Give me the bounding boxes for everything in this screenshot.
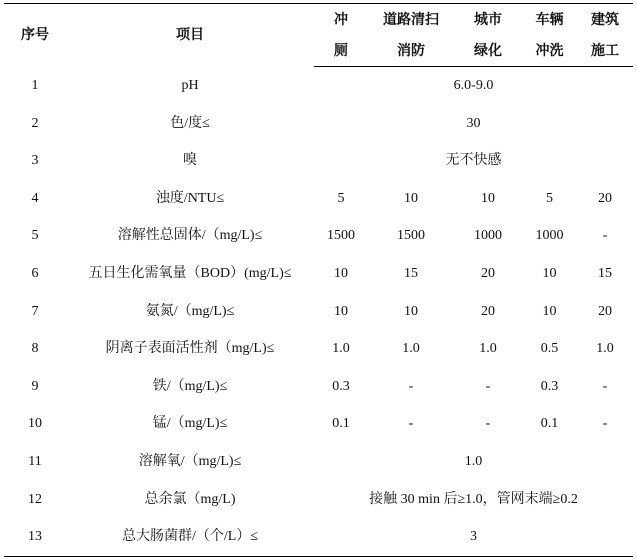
row-merged-value: 6.0-9.0 [453,78,494,93]
header-row-1 [4,4,633,37]
row-value: - [602,378,608,394]
row-value: - [485,416,491,432]
row-value: 1.0 [332,341,350,357]
table-row [4,255,633,293]
row-item: pH [181,77,199,93]
row-value: - [408,416,414,432]
row-value: 1000 [474,228,502,244]
row-value: - [485,378,491,394]
row-item: 锰/（mg/L)≤ [152,416,228,432]
row-item: 浊度/NTU≤ [155,190,225,206]
header-use-road-2: 消防 [368,36,454,67]
table-row [4,180,633,218]
header-use-green-1: 城市 [454,4,522,37]
row-merged-value: 无不快感 [445,153,502,169]
water-quality-table [4,3,633,557]
row-value: 15 [404,265,418,281]
header-use-green-2: 绿化 [454,36,522,67]
header-item: 项目 [66,4,314,67]
row-item: 铁/（mg/L)≤ [152,378,228,394]
header-use-construction-2: 施工 [577,36,633,67]
row-value: 10 [542,303,557,319]
row-index: 11 [28,453,42,469]
row-index: 12 [28,491,42,507]
header-use-toilet-2: 厕 [314,36,368,67]
row-value: 1000 [535,228,564,244]
row-value: 0.3 [332,378,350,394]
table-row [4,105,633,143]
row-index: 8 [31,341,39,357]
row-value: 0.3 [540,378,559,394]
row-merged-value: 1.0 [464,453,483,469]
table-body [4,67,633,557]
row-index: 10 [28,416,42,432]
table-row [4,293,633,331]
row-index: 6 [31,265,39,281]
row-index: 1 [31,77,39,93]
table-row [4,443,633,481]
row-merged-value: 30 [466,115,481,131]
row-index: 9 [31,378,39,394]
header-use-vehicle-1: 车辆 [522,4,577,37]
row-value: 10 [334,265,348,281]
row-value: 5 [337,190,345,206]
row-value: 5 [546,190,553,206]
row-value: 10 [542,265,557,281]
row-item: 五日生化需氧量（BOD）(mg/L)≤ [88,265,292,281]
row-value: 10 [481,190,495,206]
row-value: 0.5 [540,341,559,357]
row-value: 10 [334,303,348,319]
table-row [4,217,633,255]
header-use-road-1: 道路清扫 [368,4,454,37]
table-row [4,330,633,368]
row-value: - [408,378,414,394]
row-item: 溶解性总固体/（mg/L)≤ [117,228,263,244]
row-value: 20 [598,303,612,319]
header-use-vehicle-2: 冲洗 [522,36,577,67]
table-row [4,368,633,406]
row-value: 20 [481,265,495,281]
row-value: - [602,416,608,432]
row-index: 5 [31,228,39,244]
row-merged-value: 3 [314,518,633,556]
row-item: 阴离子表面活性剂（mg/L)≤ [105,341,275,357]
row-item: 总余氯（mg/L) [144,491,236,507]
row-item: 溶解氧/（mg/L)≤ [138,453,242,469]
table-row [4,67,633,105]
row-value: 1500 [397,228,425,244]
row-value: 10 [404,190,418,206]
row-index: 2 [31,115,39,131]
row-value: 0.1 [332,416,350,432]
row-value: 1.0 [596,341,614,357]
row-index: 4 [31,190,39,206]
row-item: 色/度≤ [170,115,210,131]
row-item: 总大肠菌群/（个/L）≤ [66,518,314,556]
row-value: 1.0 [479,341,497,357]
row-item: 氨氮/（mg/L)≤ [145,303,235,319]
row-index: 7 [31,303,39,319]
row-item: 嗅 [183,153,197,169]
header-use-toilet-1: 冲 [314,4,368,37]
row-value: 1.0 [402,341,420,357]
row-value: 15 [598,265,612,281]
row-value: 20 [481,303,495,319]
header-use-construction-1: 建筑 [577,4,633,37]
row-value: 0.1 [540,416,559,432]
row-index: 3 [31,153,39,169]
table-row [4,481,633,519]
header-index: 序号 [4,4,66,67]
row-value: 20 [598,190,612,206]
row-index: 13 [4,518,66,556]
table-row [4,405,633,443]
row-value: - [602,228,608,244]
row-value: 1500 [327,228,355,244]
table-row [4,142,633,180]
table-row [4,518,633,556]
row-value: 10 [404,303,418,319]
row-merged-value: 接触 30 min 后≥1.0，管网末端≥0.2 [369,491,578,507]
